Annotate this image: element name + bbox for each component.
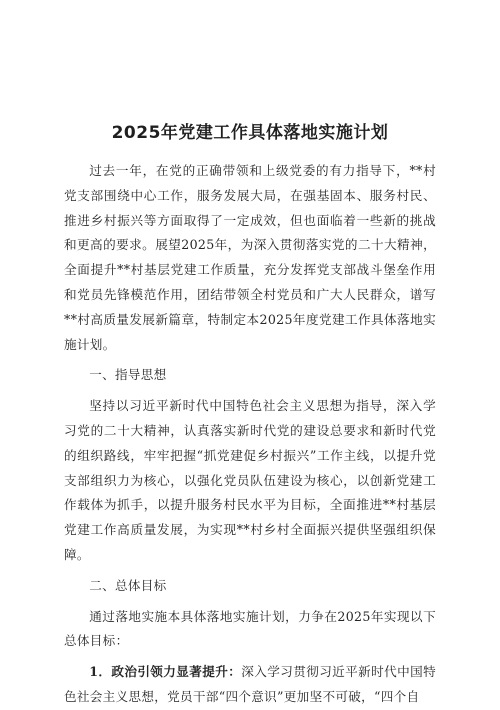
section-heading-guiding-ideology: 一、指导思想 [89, 367, 167, 383]
goal-item-1-label: 1．政治引领力显著提升： [89, 664, 242, 680]
intro-paragraph: 过去一年，在党的正确带领和上级党委的有力指导下，**村党支部围绕中心工作，服务发展大局，在强基固本、服务村民、推进乡村振兴等方面取得了一定成效，但也面临着一些新的挑战和更高的要求。展望2025年，为深入贯彻落实党的二十大精神，全面提升**村基层党建工作质量，充分发挥党支部战斗堡垒作用和党员先锋模范作用，团结带领全村党员和广大人民群众，谱写**村高质量发展新篇章，特制定本2025年度党建工作具体落地实施计划。 [64, 163, 436, 352]
guiding-ideology-paragraph: 坚持以习近平新时代中国特色社会主义思想为指导，深入学习党的二十大精神，认真落实新时代党的建设总要求和新时代党的组织路线，牢牢把握“抓党建促乡村振兴”工作主线，以提升党支部组织力为核心，以强化党员队伍建设为核心，以创新党建工作载体为抓手，以提升服务村民水平为目标，全面推进**村基层党建工作高质量发展，为实现**村乡村全面振兴提供坚强组织保障。 [64, 398, 436, 562]
goal-item-1 [64, 660, 436, 710]
overall-goals-paragraph: 通过落地实施本具体落地实施计划，力争在2025年实现以下总体目标： [64, 608, 436, 649]
section-heading-overall-goals: 二、总体目标 [89, 577, 167, 593]
goal-item-1-text: 深入学习贯彻习近平新时代中国特色社会主义思想，党员干部“四个意识”更加坚不可破，“四个自 [64, 664, 437, 704]
document-title: 2025年党建工作具体落地实施计划 [111, 123, 389, 143]
